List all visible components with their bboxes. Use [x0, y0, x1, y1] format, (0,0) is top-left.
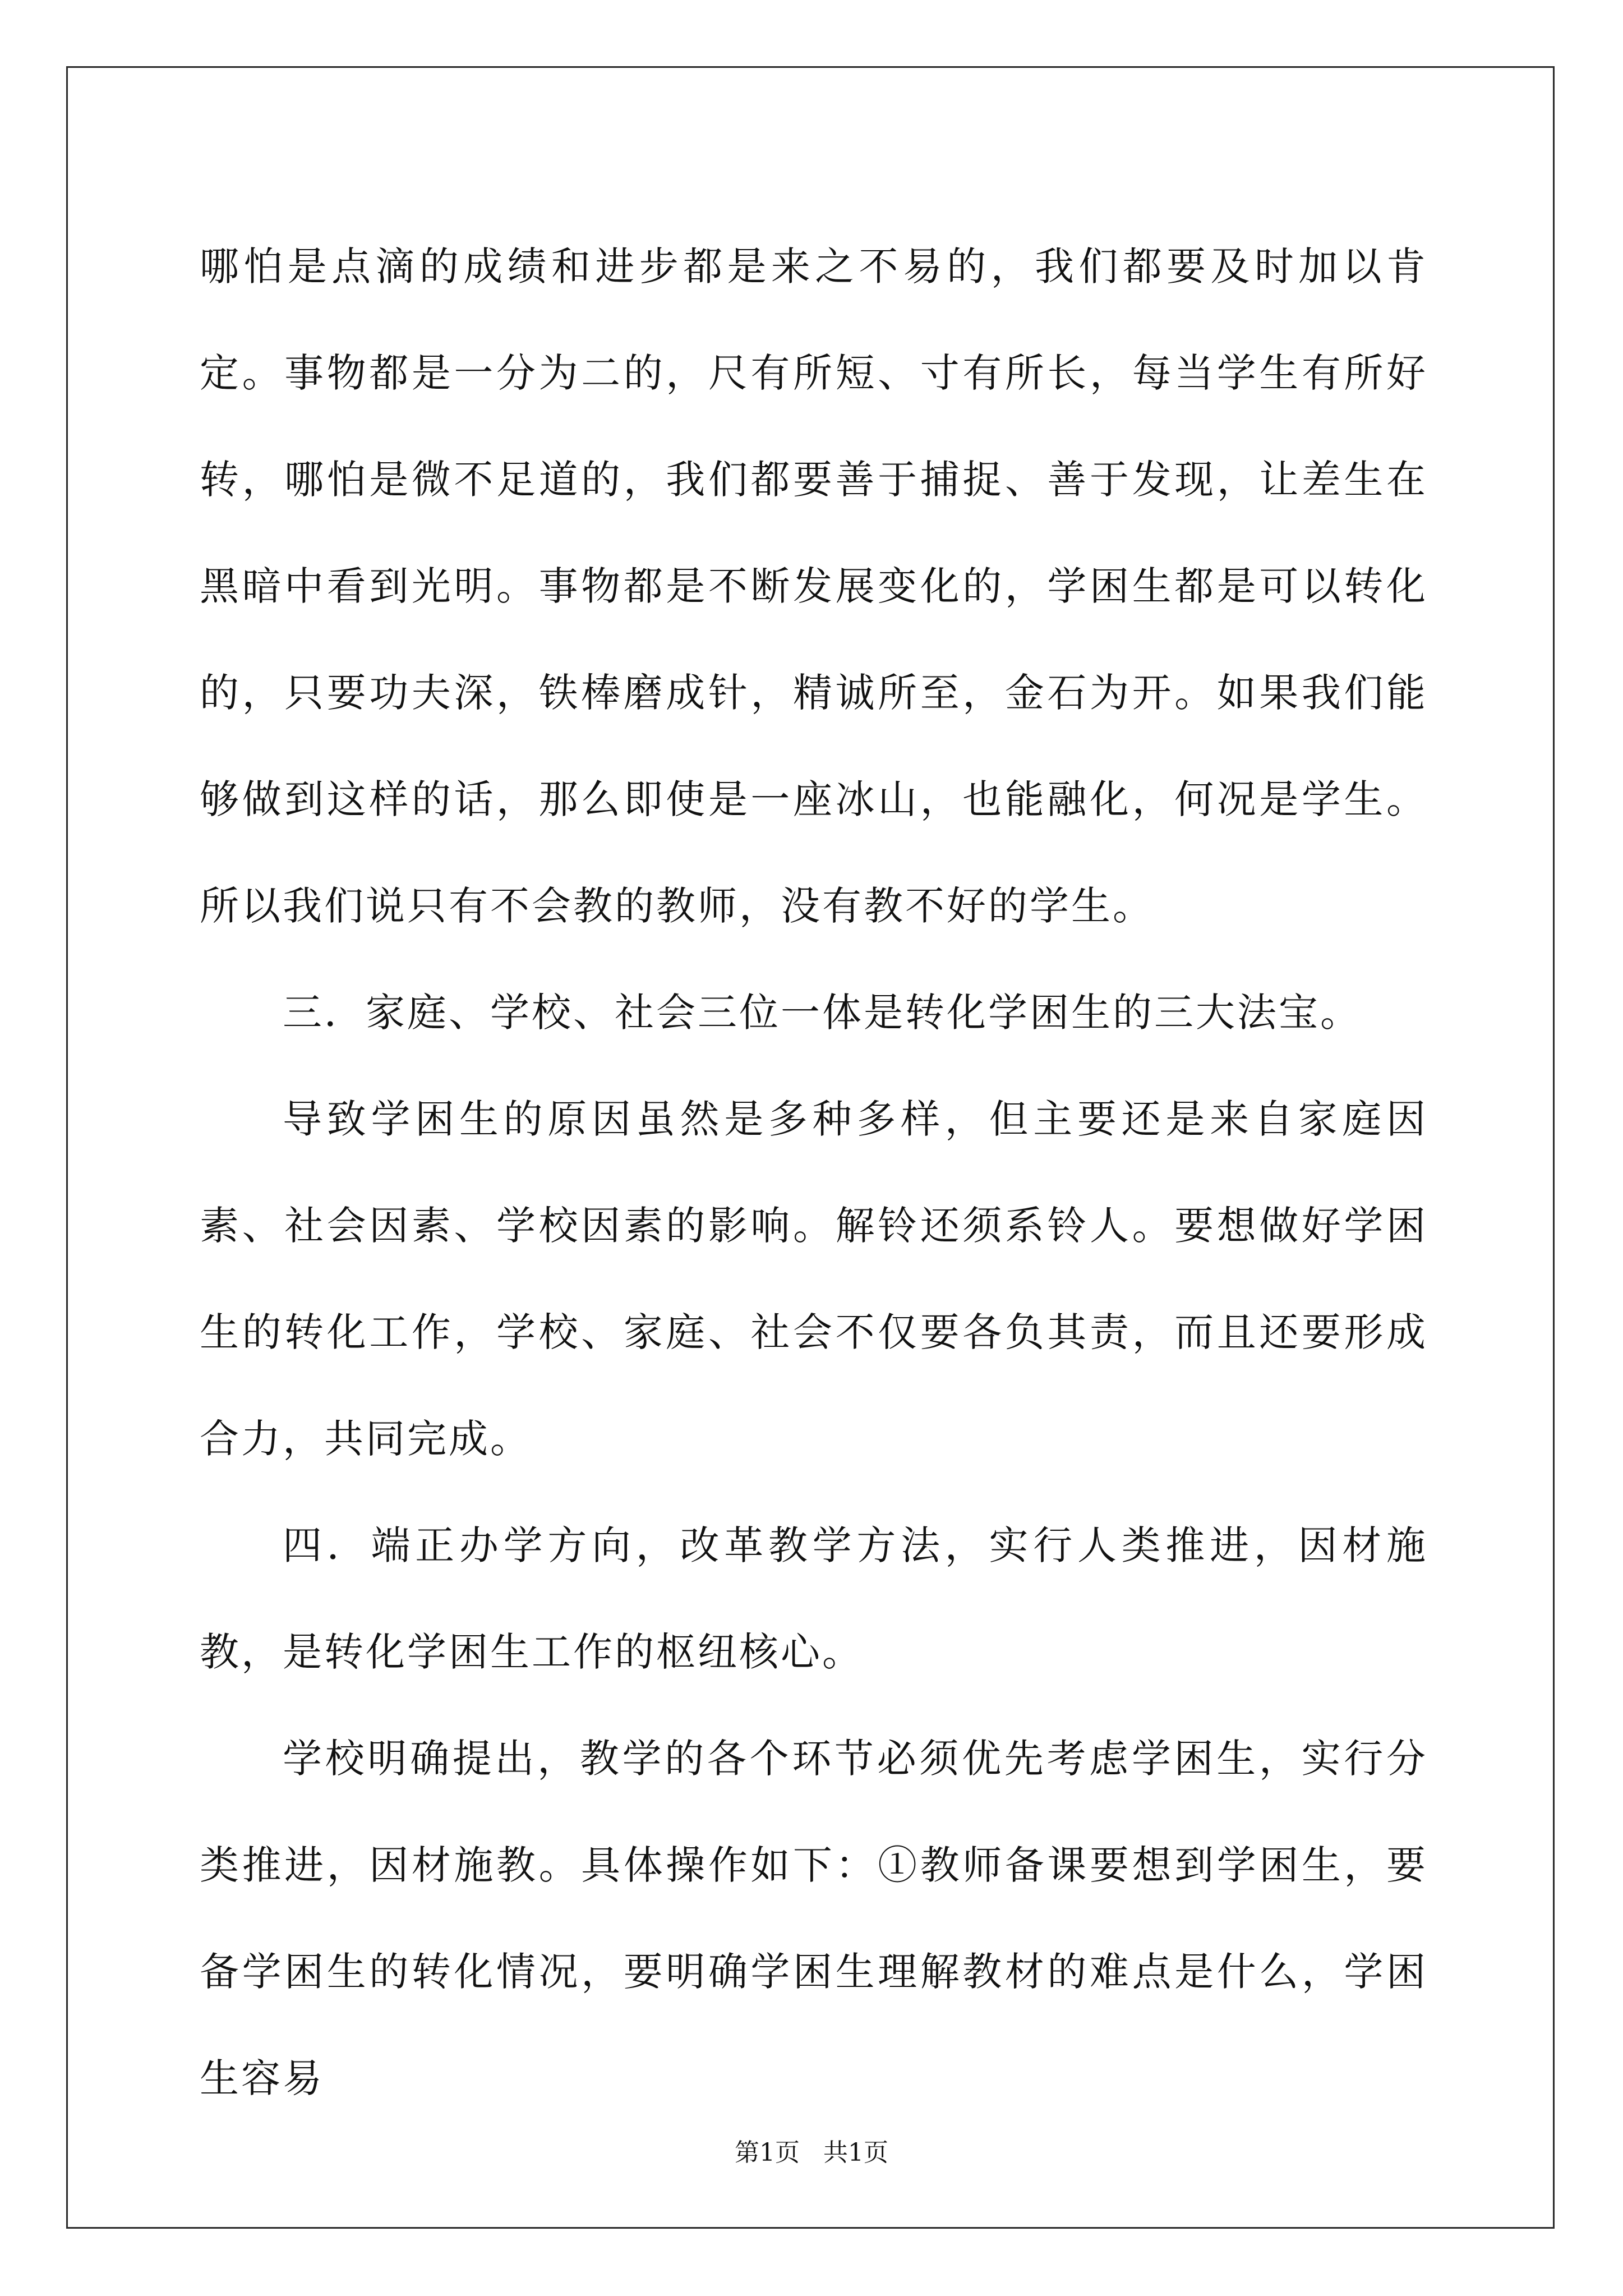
document-body	[200, 213, 1428, 2132]
paragraph-5: 学校明确提出，教学的各个环节必须优先考虑学困生，实行分类推进，因材施教。具体操作如下：①教师备课要想到学困生，要备学困生的转化情况，要明确学困生理解教材的难点是什么，学困生容易	[200, 1736, 1428, 2101]
paragraph-2-heading-three: 三．家庭、学校、社会三位一体是转化学困生的三大法宝。	[283, 990, 1362, 1036]
page-footer: 第1页 共1页	[735, 2138, 888, 2167]
paragraph-3: 导致学困生的原因虽然是多种多样，但主要还是来自家庭因素、社会因素、学校因素的影响。解铃还须系铃人。要想做好学困生的转化工作，学校、家庭、社会不仅要各负其责，而且还要形成合力，共同完成。	[200, 1096, 1428, 1462]
paragraph-1: 哪怕是点滴的成绩和进步都是来之不易的，我们都要及时加以肯定。事物都是一分为二的，尺有所短、寸有所长，每当学生有所好转，哪怕是微不足道的，我们都要善于捕捉、善于发现，让差生在黑暗中看到光明。事物都是不断发展变化的，学困生都是可以转化的，只要功夫深，铁棒磨成针，精诚所至，金石为开。如果我们能够做到这样的话，那么即使是一座冰山，也能融化，何况是学生。所以我们说只有不会教的教师，没有教不好的学生。	[200, 243, 1428, 929]
paragraph-4-heading-four: 四．端正办学方向，改革教学方法，实行人类推进，因材施教，是转化学困生工作的枢纽核心。	[200, 1522, 1428, 1675]
